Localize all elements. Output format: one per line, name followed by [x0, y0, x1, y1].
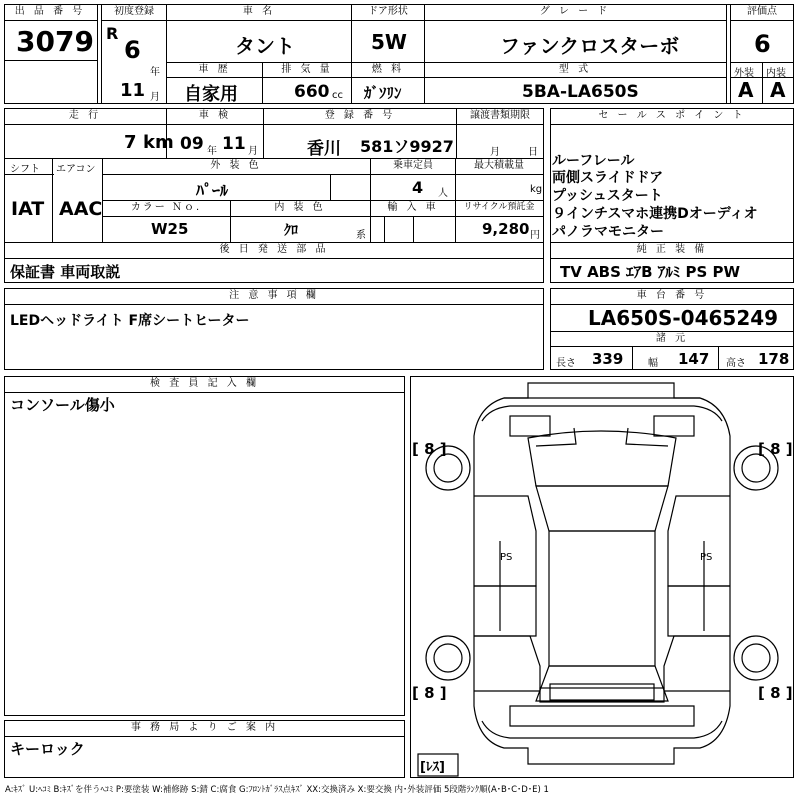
- sales-points-header: セ ー ル ス ポ イ ン ト: [598, 110, 746, 121]
- model-code-header: 型 式: [558, 64, 592, 75]
- slide-door-right-label: PS: [700, 552, 713, 563]
- displacement: 660: [294, 82, 330, 102]
- later-parts-header: 後 日 発 送 部 品: [219, 244, 329, 255]
- tire-front-right-score: [ 8 ]: [758, 440, 793, 458]
- int-color-unit: 系: [356, 230, 366, 241]
- car-name: タント: [235, 34, 295, 58]
- shift-header: シフト: [10, 164, 40, 175]
- tire-rear-left-score: [ 8 ]: [412, 684, 447, 702]
- capacity: 4: [412, 178, 424, 197]
- shift: IAT: [11, 198, 45, 220]
- notes: LEDヘッドライト F席シートヒーター: [10, 313, 250, 329]
- tire-front-left-score: [ 8 ]: [412, 440, 447, 458]
- mileage-unit: km: [143, 132, 174, 153]
- aircon: AAC: [59, 198, 103, 220]
- dims-header: 諸 元: [655, 333, 689, 344]
- ext-score: A: [738, 78, 754, 102]
- aircon-header: エアコン: [56, 164, 96, 175]
- inspection-year: 09: [180, 134, 204, 154]
- grade: ファンクロスターボ: [500, 34, 680, 58]
- int-score: A: [770, 78, 786, 102]
- recycle-unit: 円: [530, 230, 540, 241]
- door-header: ドア形状: [368, 6, 408, 17]
- ext-color: ﾊﾟｰﾙ: [196, 181, 229, 200]
- slide-door-left-label: PS: [500, 552, 513, 563]
- transfer-month-unit: 月: [490, 147, 500, 158]
- history-header: 車 歴: [198, 64, 231, 75]
- first-reg-month: 11: [120, 80, 146, 101]
- legend: A:ｷｽﾞ U:ﾍｺﾐ B:ｷｽﾞを伴うﾍｺﾐ P:要塗装 W:補修跡 S:錆 C:腐食 G:ﾌﾛﾝﾄｶﾞﾗｽ点ｷｽﾞ XX:交換済み X:要交換 内･外装評価 5段階ﾗﾝｸ順(A･B･C･D･E) 1: [5, 785, 549, 795]
- mileage: 7: [124, 132, 137, 153]
- sales-point-item: ９インチスマホ連携Dオーディオ: [552, 206, 758, 222]
- transfer-day-unit: 日: [528, 147, 538, 158]
- door-type: 5W: [371, 30, 407, 54]
- chassis-number: LA650S-0465249: [588, 306, 779, 330]
- first-reg-header: 初度登録: [114, 6, 154, 17]
- color-no-header: カラー Ｎｏ.: [130, 202, 202, 213]
- recycle: 9,280: [482, 220, 530, 238]
- sales-point-item: パノラマモニター: [552, 224, 664, 240]
- first-reg-month-unit: 月: [150, 92, 160, 103]
- capacity-unit: 人: [438, 188, 448, 199]
- max-load-unit: kg: [530, 184, 543, 195]
- transfer-doc-header: 譲渡書類期限: [470, 110, 530, 121]
- chassis-header: 車 台 番 号: [636, 290, 708, 301]
- inspection-year-unit: 年: [207, 146, 217, 157]
- registration-header: 登 録 番 号: [324, 110, 396, 121]
- first-reg-era: R: [106, 24, 119, 43]
- width-label: 幅: [648, 358, 658, 369]
- int-color-header: 内 装 色: [274, 202, 326, 213]
- length-value: 339: [592, 350, 624, 368]
- mileage-header: 走 行: [68, 110, 102, 121]
- score-header: 評価点: [747, 6, 777, 17]
- ext-color-header: 外 装 色: [210, 160, 262, 171]
- length-label: 長さ: [556, 358, 576, 369]
- score: 6: [754, 30, 771, 58]
- int-score-header: 内装: [766, 68, 786, 79]
- tire-rear-right-score: [ 8 ]: [758, 684, 793, 702]
- first-reg-year: 6: [124, 36, 141, 64]
- inspection-month: 11: [222, 134, 246, 154]
- sales-point-item: プッシュスタート: [552, 188, 663, 204]
- inspector-note: コンソール傷小: [10, 396, 115, 414]
- inspection-month-unit: 月: [248, 146, 258, 157]
- grade-header: グ レ ー ド: [539, 6, 611, 17]
- spare-tire-note: [ﾚｽ]: [420, 760, 445, 775]
- office-header: 事 務 局 よ り ご 案 内: [130, 722, 279, 733]
- displacement-header: 排 気 量: [281, 64, 333, 75]
- equipment: TV ABS ｴｱB ｱﾙﾐ PS PW: [560, 263, 741, 281]
- int-color: ｸﾛ: [284, 223, 298, 239]
- ext-score-header: 外装: [734, 68, 754, 79]
- car-body-diagram: [410, 376, 794, 778]
- registration-pref: 香川: [307, 139, 341, 159]
- fuel: ｶﾞｿﾘﾝ: [364, 84, 402, 102]
- car-name-header: 車 名: [242, 6, 276, 17]
- inspection-header: 車 検: [198, 110, 232, 121]
- displacement-unit: cc: [332, 90, 343, 101]
- model-code: 5BA-LA650S: [522, 82, 639, 102]
- inspector-box: [4, 376, 405, 716]
- capacity-header: 乗車定員: [393, 160, 433, 171]
- office-note: キーロック: [10, 740, 85, 758]
- later-parts: 保証書 車両取説: [10, 263, 121, 281]
- sales-point-item: ルーフレール: [552, 153, 635, 169]
- fuel-header: 燃 料: [371, 64, 405, 75]
- import-header: 輸 入 車: [387, 202, 439, 213]
- width-value: 147: [678, 350, 710, 368]
- inspector-header: 検 査 員 記 入 欄: [150, 378, 259, 389]
- equipment-header: 純 正 装 備: [636, 244, 708, 255]
- first-reg-year-unit: 年: [150, 67, 160, 78]
- height-label: 高さ: [726, 358, 746, 369]
- sales-point-item: 両側スライドドア: [552, 170, 664, 186]
- history: 自家用: [184, 84, 238, 105]
- height-value: 178: [758, 350, 790, 368]
- recycle-header: リサイクル預託金: [463, 202, 535, 212]
- registration-number: 581ソ9927: [360, 137, 454, 156]
- color-no: W25: [151, 220, 189, 238]
- lot-no: 3079: [16, 25, 94, 58]
- notes-header: 注 意 事 項 欄: [229, 290, 319, 301]
- spec-block: [4, 108, 544, 283]
- lot-no-header: 出 品 番 号: [14, 6, 86, 17]
- max-load-header: 最大積載量: [474, 160, 524, 171]
